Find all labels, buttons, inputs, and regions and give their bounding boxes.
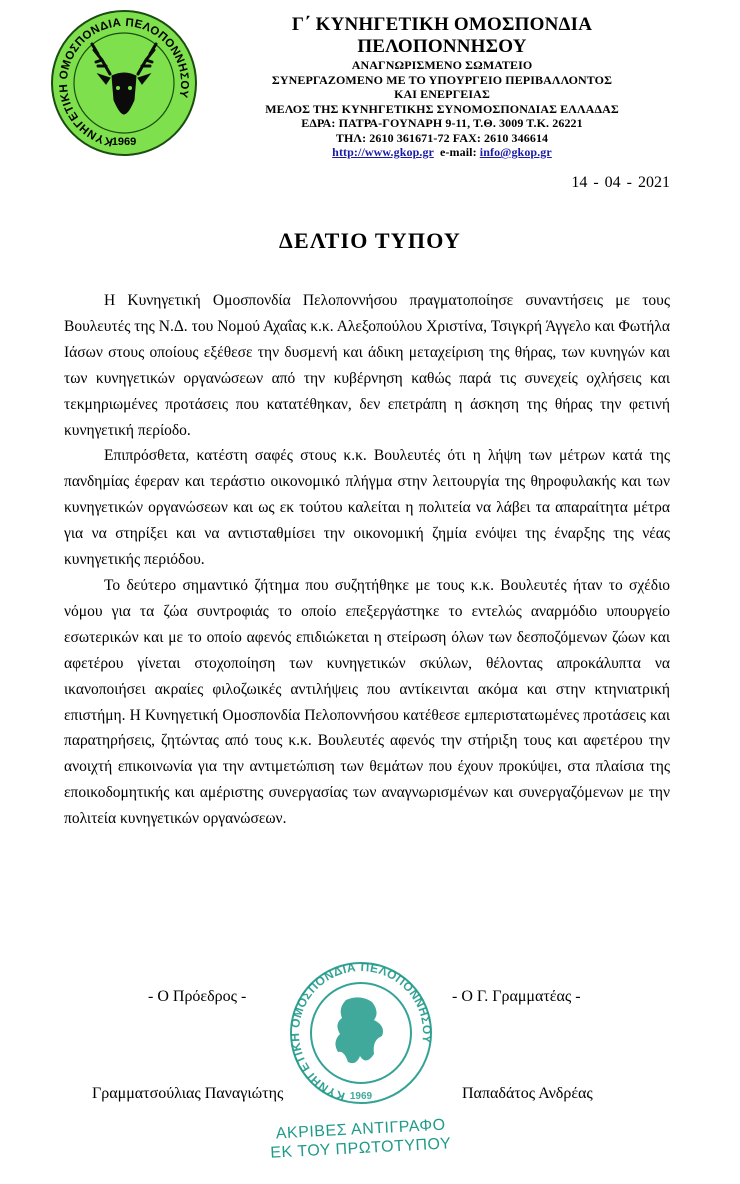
letterhead-contacts — [208, 145, 676, 160]
president-label: - Ο Πρόεδρος - — [148, 988, 247, 1005]
secretary-name: Παπαδάτος Ανδρέας — [462, 1085, 593, 1102]
federation-logo — [48, 8, 200, 158]
letterhead-line-3: ΚΑΙ ΕΝΕΡΓΕΙΑΣ — [394, 87, 490, 101]
document-date: 14 - 04 - 2021 — [571, 174, 670, 191]
logo-year: 1969 — [111, 136, 137, 148]
peloponnese-map-icon — [335, 997, 383, 1063]
stamp-ring-text: ΚΥΝΗΓΕΤΙΚΗ ΟΜΟΣΠΟΝΔΙΑ ΠΕΛΟΠΟΝΝΗΣΟΥ — [287, 962, 435, 1104]
website-link[interactable]: http://www.gkop.gr — [332, 145, 434, 159]
logo-ring-text: ΚΥΝΗΓΕΤΙΚΗ ΟΜΟΣΠΟΝΔΙΑ ΠΕΛΟΠΟΝΝΗΣΟΥ — [57, 16, 191, 148]
letterhead-line-1: ΑΝΑΓΝΩΡΙΣΜΕΝΟ ΣΩΜΑΤΕΙΟ — [351, 58, 533, 72]
press-release-body — [64, 288, 670, 832]
stamp-copy-line-1: ΑΚΡΙΒΕΣ ΑΝΤΙΓΡΑΦΟ — [275, 1116, 447, 1143]
paragraph-3: Το δεύτερο σημαντικό ζήτημα που συζητήθηκε με τους κ.κ. Βουλευτές ήταν το σχέδιο νόμου για τα ζώα συντροφιάς το οποίο επεξεργάστηκε το εντελώς αναρμόδιο υπουργείο εσωτερικών και με το οποίο αφενός επιδιώκεται η στείρωση όλων των δεσποζόμενων ζώων και αφετέρου γίνεται στοχοποίηση των κυνηγετικών σκύλων, θέλοντας απροκάλυπτα να ικανοποιήσει ακραίες φιλοζωικές αντιλήψεις που αντίκεινται ακόμα και στην κτηνιατρική επιστήμη. Η Κυνηγετική Ομοσπονδία Πελοποννήσου κατέθεσε εμπεριστατωμένες προτάσεις και παρατηρήσεις, ζητώντας από τους κ.κ. Βουλευτές αφενός την στήριξη τους και αφετέρου την ανοιχτή επικοινωνία για την αντιμετώπιση των θεμάτων που έχουν προκύψει, στα πλαίσια της εποικοδομητικής και αμέριστης συνεργασίας των αναγνωρισμένων και συνεργαζόμενων με την πολιτεία κυνηγετικών οργανώσεων. — [64, 576, 670, 828]
organization-name: Γ΄ ΚΥΝΗΓΕΤΙΚΗ ΟΜΟΣΠΟΝΔΙΑ ΠΕΛΟΠΟΝΝΗΣΟΥ — [291, 14, 593, 57]
stamp-copy-line-2: ΕΚ ΤΟΥ ΠΡΩΤΟΤΥΠΟΥ — [269, 1135, 452, 1162]
president-name: Γραμματσούλιας Παναγιώτης — [92, 1085, 284, 1102]
document-title: ΔΕΛΤΙΟ ΤΥΠΟΥ — [278, 228, 462, 253]
letterhead-line-2: ΣΥΝΕΡΓΑΖΟΜΕΝΟ ΜΕ ΤΟ ΥΠΟΥΡΓΕΙΟ ΠΕΡΙΒΑΛΛΟΝΤΟΣ — [271, 72, 613, 87]
secretary-label: - Ο Γ. Γραμματέας - — [452, 988, 581, 1005]
official-stamp — [268, 962, 454, 1162]
email-label: e-mail: — [439, 145, 477, 159]
letterhead-line-4: ΜΕΛΟΣ ΤΗΣ ΚΥΝΗΓΕΤΙΚΗΣ ΣΥΝΟΜΟΣΠΟΝΔΙΑΣ ΕΛΛΑΔΑΣ — [265, 101, 619, 116]
paragraph-2: Επιπρόσθετα, κατέστη σαφές στους κ.κ. Βουλευτές ότι η λήψη των μέτρων κατά της πανδημίας έφεραν και τεράστιο οικονομικό πλήγμα στην λειτουργία της θηροφυλακής και των κυνηγετικών οργανώσεων και ως εκ τούτου καλείται η πολιτεία να λάβει τα απαραίτητα μέτρα για να στηρίξει και να αντισταθμίσει την οικονομική ζημία ενόψει της έναρξης της νέας κυνηγετικής περιόδου. — [64, 447, 670, 569]
letterhead-phone-fax: ΤΗΛ: 2610 361671-72 FAX: 2610 346614 — [335, 130, 549, 145]
paragraph-1: Η Κυνηγετική Ομοσπονδία Πελοποννήσου πραγματοποίησε συναντήσεις με τους Βουλευτές της Ν.Δ. του Νομού Αχαΐας κ.κ. Αλεξοπούλου Χριστίνα, Τσιγκρή Άγγελο και Φωτήλα Ιάσων στους οποίους εξέθεσε την δυσμενή και άδικη μεταχείριση της θήρας, των κυνηγών και των κυνηγετικών οργανώσεων από την κυβέρνηση καθώς παρά τις συνεχείς οχλήσεις και τεκμηριωμένες προτάσεις που κατατέθηκαν, δεν επετράπη η άσκηση της θήρας την φετινή κυνηγετική περίοδο. — [64, 292, 670, 439]
letterhead — [208, 14, 676, 160]
letterhead-address: ΕΔΡΑ: ΠΑΤΡΑ-ΓΟΥΝΑΡΗ 9-11, Τ.Θ. 3009 Τ.Κ. 26221 — [301, 116, 583, 130]
email-link[interactable]: info@gkop.gr — [479, 145, 552, 159]
stamp-year: 1969 — [349, 1091, 373, 1102]
